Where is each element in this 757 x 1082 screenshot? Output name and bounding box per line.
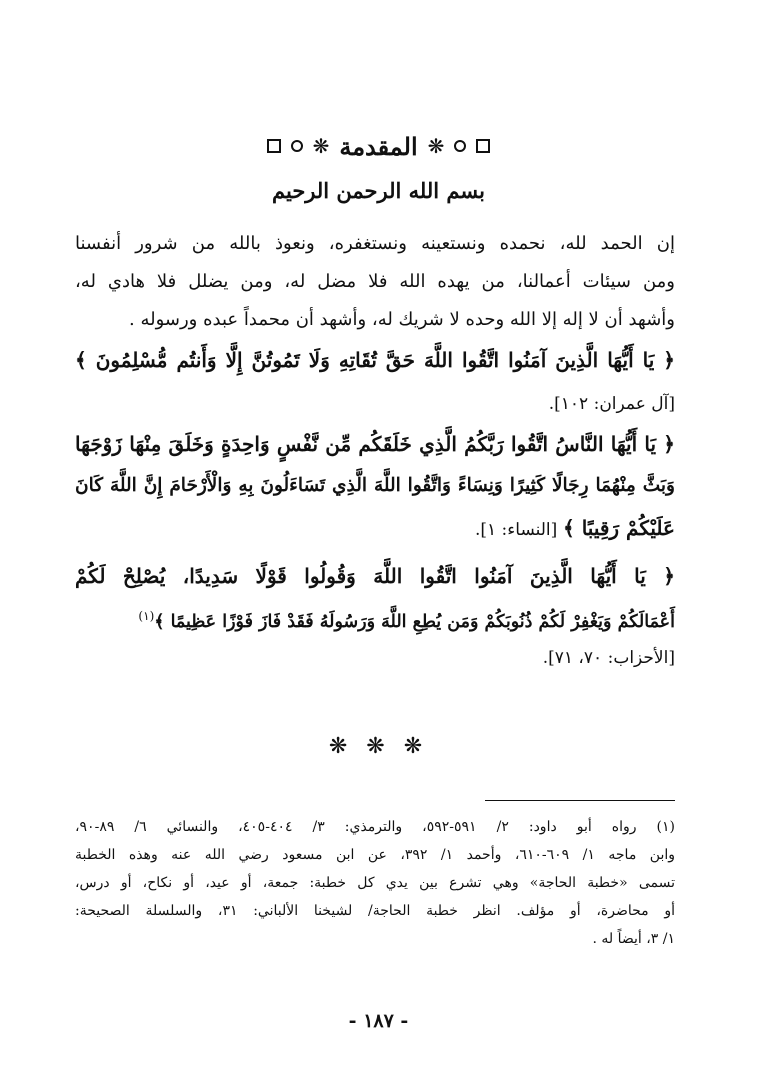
- circle-icon: [454, 140, 466, 152]
- footnote-rule: [485, 800, 675, 801]
- basmala: بسم الله الرحمن الرحيم: [272, 178, 485, 203]
- star-icon: ❋: [427, 134, 445, 158]
- circle-icon: [291, 140, 303, 152]
- verse-reference: [النساء: ١].: [474, 520, 558, 540]
- verse-line-with-note: [75, 602, 675, 636]
- square-icon: [476, 139, 490, 153]
- verse-reference: [آل عمران: ١٠٢].: [548, 394, 675, 414]
- quran-verse-line: ﴿ يَا أَيُّهَا النَّاسُ اتَّقُوا رَبَّكُمُ الَّذِي خَلَقَكُم مِّن نَّفْسٍ وَاحِدَةٍ وَخَلَقَ مِنْهَا زَوْجَهَا: [75, 432, 675, 456]
- quran-verse-line: وَبَثَّ مِنْهُمَا رِجَالًا كَثِيرًا وَنِسَاءً وَاتَّقُوا اللَّهَ الَّذِي تَسَاءَلُونَ بِهِ وَالْأَرْحَامَ إِنَّ اللَّهَ كَانَ: [75, 475, 675, 496]
- quran-verse-line: ﴿ يَا أَيُّهَا الَّذِينَ آمَنُوا اتَّقُوا اللَّهَ حَقَّ تُقَاتِهِ وَلَا تَمُوتُنَّ إِلَّا وَأَنتُم مُّسْلِمُونَ ﴾: [75, 348, 675, 372]
- footnote-line: أو محاضرة، أو مؤلف. انظر خطبة الحاجة/ لشيخنا الألباني: ٣١، والسلسلة الصحيحة:: [75, 903, 676, 919]
- star-icon: ❋: [312, 134, 330, 158]
- verse-line-with-reference: [75, 514, 675, 544]
- heading-title: المقدمة: [339, 131, 418, 161]
- page-number: - ١٨٧ -: [348, 1010, 409, 1032]
- square-icon: [267, 139, 281, 153]
- body-line: إن الحمد لله، نحمده ونستعينه ونستغفره، ونعوذ بالله من شرور أنفسنا: [75, 233, 675, 254]
- footnote-line: وابن ماجه ١/ ٦٠٩-٦١٠، وأحمد ١/ ٣٩٢، عن ابن مسعود رضي الله عنه وهذه الخطبة: [75, 847, 675, 863]
- footnote-line: ١/ ٣، أيضاً له .: [592, 931, 675, 947]
- quran-verse-line: أَعْمَالَكُمْ وَيَغْفِرْ لَكُمْ ذُنُوبَكُمْ وَمَن يُطِعِ اللَّهَ وَرَسُولَهُ فَقَدْ فَازَ فَوْزًا عَظِيمًا ﴾: [154, 611, 675, 632]
- footnote-line: (١) رواه أبو داود: ٢/ ٥٩١-٥٩٢، والترمذي: ٣/ ٤٠٤-٤٠٥، والنسائي ٦/ ٨٩-٩٠،: [75, 819, 675, 835]
- section-heading: [0, 128, 757, 164]
- separator-stars: ❋ ❋ ❋: [328, 734, 429, 759]
- quran-verse-line: ﴿ يَا أَيُّهَا الَّذِينَ آمَنُوا اتَّقُوا اللَّهَ وَقُولُوا قَوْلًا سَدِيدًا، يُصْلِحْ لَكُمْ: [75, 564, 675, 588]
- body-line: وأشهد أن لا إله إلا الله وحده لا شريك له، وأشهد أن محمداً عبده ورسوله .: [129, 309, 675, 330]
- body-line: ومن سيئات أعمالنا، من يهده الله فلا مضل له، ومن يضلل فلا هادي له،: [75, 271, 676, 292]
- footnote-line: تسمى «خطبة الحاجة» وهي تشرع بين يدي كل خطبة: جمعة، أو عيد، أو نكاح، أو درس،: [75, 875, 675, 891]
- quran-verse-line: عَلَيْكُمْ رَقِيبًا ﴾: [563, 516, 675, 540]
- verse-reference: [الأحزاب: ٧٠، ٧١].: [542, 648, 675, 668]
- footnote-marker: (١): [138, 609, 155, 623]
